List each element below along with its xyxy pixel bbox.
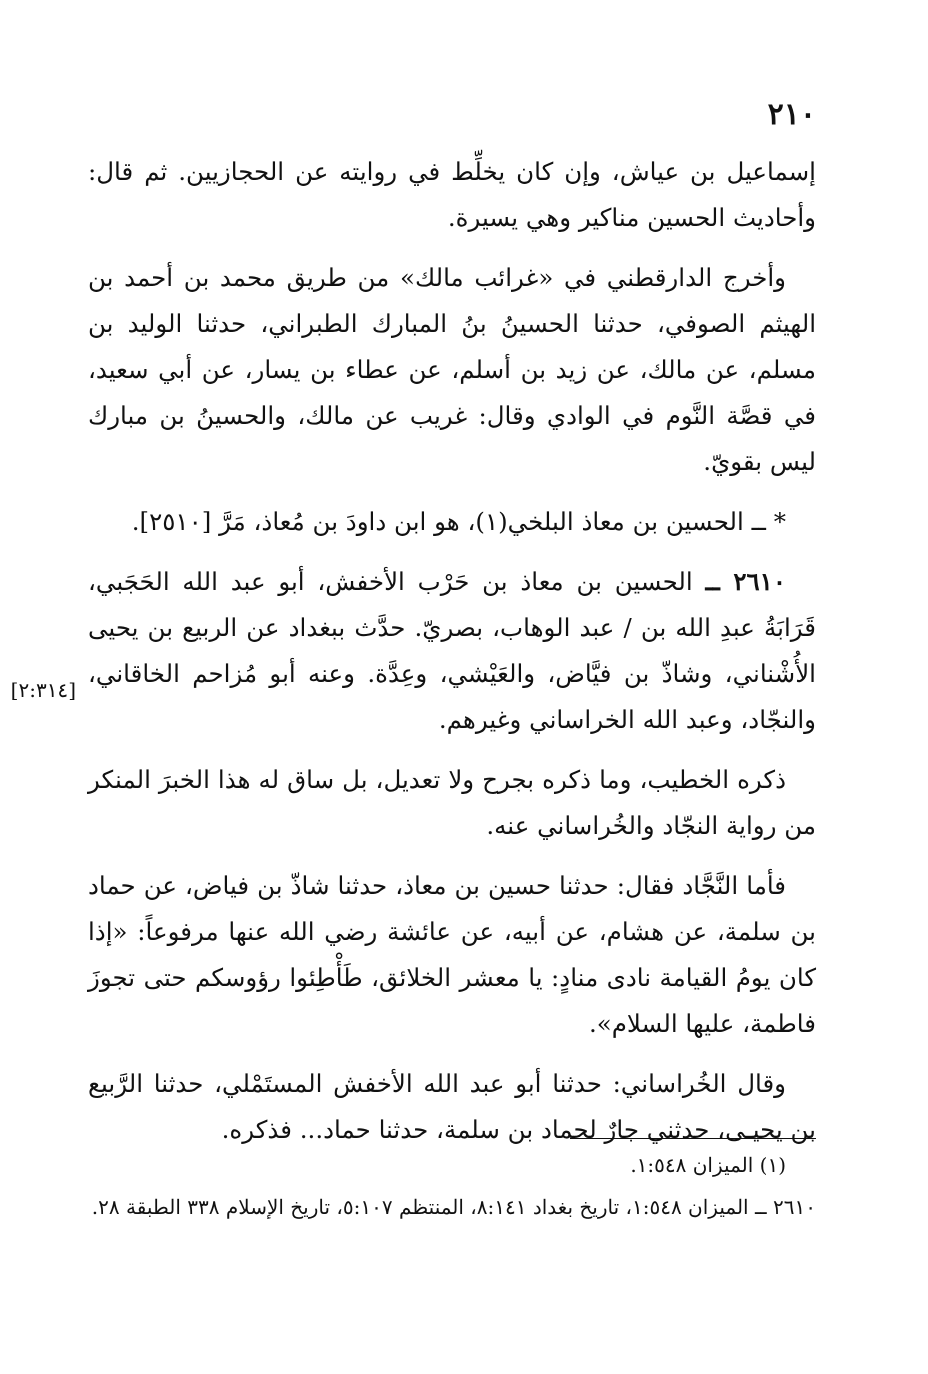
paragraph-entry-2610 xyxy=(88,559,816,743)
footnote-divider xyxy=(570,1138,816,1139)
footnote-1: (١) الميزان ١:٥٤٨. xyxy=(630,1153,786,1177)
paragraph-khatib: ذكره الخطيب، وما ذكره بجرح ولا تعديل، بل ساق له هذا الخبرَ المنكر من رواية النجّاد والخُراساني عنه. xyxy=(88,765,816,840)
paragraph-ismail: إسماعيل بن عياش، وإن كان يخلِّط في روايته عن الحجازيين. ثم قال: وأحاديث الحسين مناكير وهي يسيرة. xyxy=(88,157,816,232)
footnotes xyxy=(88,1147,816,1231)
footnote-2610: ٢٦١٠ ــ الميزان ١:٥٤٨، تاريخ بغداد ٨:١٤١، المنتظم ٥:١٠٧، تاريخ الإسلام ٣٣٨ الطبقة ٢٨. xyxy=(91,1195,816,1219)
entry-number: ٢٦١٠ ــ xyxy=(705,567,786,596)
book-page xyxy=(10,95,816,1219)
margin-reference: [٢:٣١٤] xyxy=(10,678,76,702)
paragraph-najjad: فأما النَّجَّاد فقال: حدثنا حسين بن معاذ، حدثنا شاذّ بن فياض، عن حماد بن سلمة، عن هشام، عن أبيه، عن عائشة رضي الله عنها مرفوعاً: «إذا كان يومُ القيامة نادى منادٍ: يا معشر الخلائق، طَأْطِئوا رؤوسكم حتى تجوزَ فاطمة، عليها السلام». xyxy=(88,871,816,1038)
paragraph-daraqutni: وأخرج الدارقطني في «غرائب مالك» من طريق محمد بن أحمد بن الهيثم الصوفي، حدثنا الحسينُ بنُ المبارك الطبراني، حدثنا الوليد بن مسلم، عن مالك، عن زيد بن أسلم، عن عطاء بن يسار، عن أبي سعيد، في قصَّة النَّوم في الوادي وقال: غريب عن مالك، والحسينُ بن مبارك ليس بقويّ. xyxy=(88,263,816,476)
paragraph-khurasani: وقال الخُراساني: حدثنا أبو عبد الله الأخفش المستَمْلي، حدثنا الرَّبيع بن يحيـى، حدثني جارٌ لحماد بن سلمة، حدثنا حماد... فذكره. xyxy=(88,1069,816,1144)
entry-text: الحسين بن معاذ بن حَرْب الأخفش، أبو عبد الله الحَجَبي، قَرَابَةُ عبدِ الله بن / عبد الوهاب، بصريّ. حدَّث ببغداد عن الربيع بن يحيى الأُشْناني، وشاذّ بن فيَّاض، والعَيْشي، وعِدَّة. وعنه أبو مُزاحم الخاقاني، والنجّاد، وعبد الله الخراساني وغيرهم. xyxy=(88,567,816,734)
page-number: ٢١٠ xyxy=(767,97,816,132)
paragraph-balkhi-entry: * ــ الحسين بن معاذ البلخي(١)، هو ابن داودَ بن مُعاذ، مَرَّ [٢٥١٠]. xyxy=(131,507,786,536)
